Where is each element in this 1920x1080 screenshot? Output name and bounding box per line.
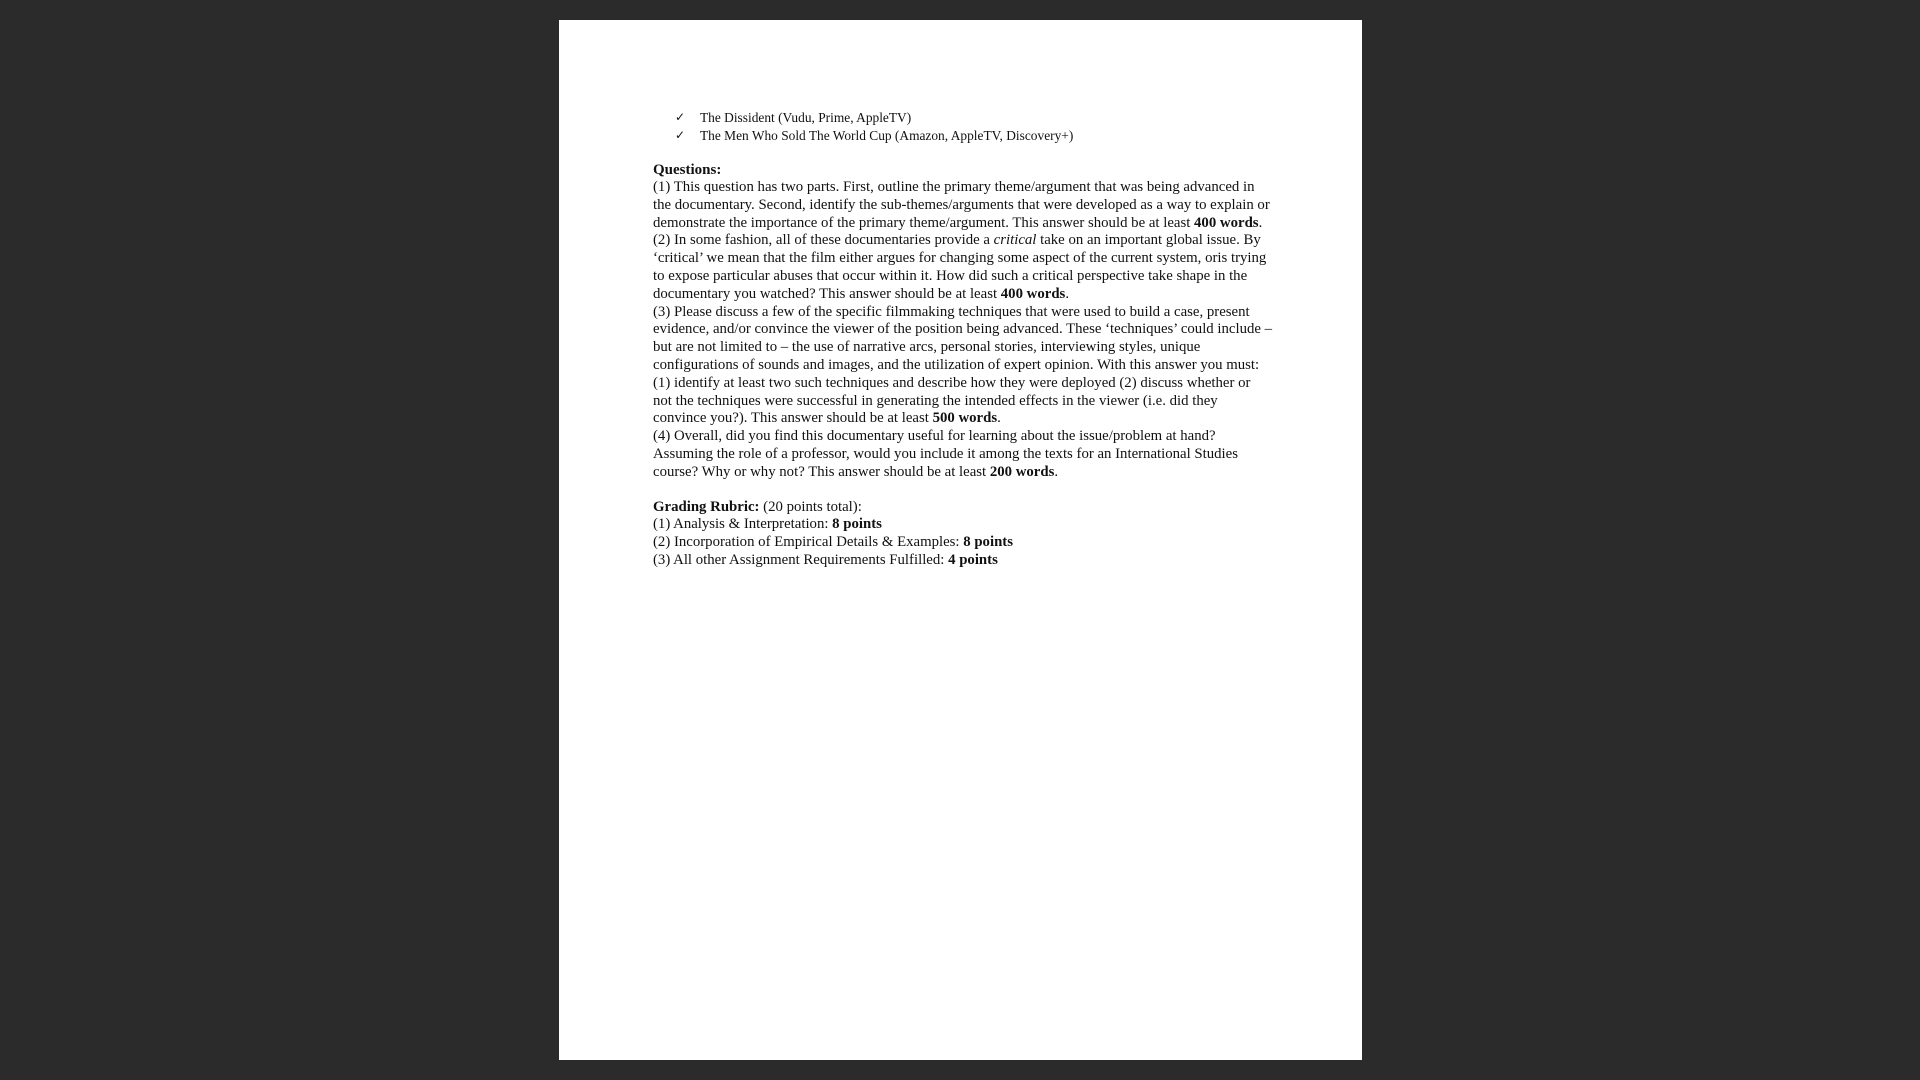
- page-content: [653, 109, 1273, 570]
- question-4: [653, 428, 1273, 481]
- question-2: [653, 232, 1273, 303]
- question-text: take on an important global issue. By ‘critical’ we mean that the film either argues for changing some aspect of the current system, oris trying to expose particular abuses that occur within it. How did such a critical perspective take shape in the documentary you watched? This answer should be at least: [653, 232, 1267, 302]
- rubric-points: 8 points: [832, 516, 882, 533]
- italic-word: critical: [993, 232, 1037, 249]
- rubric-heading-line: [653, 499, 1273, 517]
- question-end: .: [1065, 285, 1070, 302]
- questions-heading: Questions:: [653, 162, 722, 178]
- word-count: 200 words: [989, 463, 1055, 480]
- check-icon: ✓: [675, 127, 686, 142]
- question-text: This question has two parts. First, outline the primary theme/argument that was being advanced in the documentary. Second, identify the sub-themes/arguments that were developed as a way to explain or demonstrate the importance of the primary theme/argument. This answer should be at least: [653, 179, 1270, 231]
- word-count: 400 words: [1000, 285, 1066, 302]
- grading-rubric: [653, 499, 1273, 570]
- rubric-total: (20 points total):: [763, 498, 862, 515]
- question-end: .: [1054, 463, 1059, 480]
- list-item: [653, 127, 1273, 145]
- question-number: (2): [653, 232, 671, 249]
- list-item: [653, 109, 1273, 127]
- question-text: Overall, did you find this documentary useful for learning about the issue/problem at hand? Assuming the role of a professor, would you include it among the texts for an International Studies course? Why or why not? This answer should be at least: [653, 428, 1238, 480]
- document-page: [559, 20, 1362, 1060]
- question-end: .: [1258, 214, 1263, 231]
- rubric-heading: Grading Rubric:: [653, 498, 760, 515]
- question-text: In some fashion, all of these documentaries provide a: [673, 232, 990, 249]
- rubric-points: 4 points: [948, 551, 998, 568]
- film-title: The Men Who Sold The World Cup (Amazon, AppleTV, Discovery+): [700, 127, 1074, 143]
- question-1: [653, 179, 1273, 232]
- rubric-label: (2) Incorporation of Empirical Details & Examples:: [653, 534, 960, 551]
- rubric-points: 8 points: [963, 534, 1013, 551]
- question-number: (1): [653, 179, 671, 195]
- rubric-label: (1) Analysis & Interpretation:: [653, 516, 829, 533]
- question-3: [653, 304, 1273, 429]
- film-title: The Dissident (Vudu, Prime, AppleTV): [700, 110, 912, 125]
- check-icon: ✓: [675, 110, 686, 124]
- word-count: 500 words: [932, 410, 998, 427]
- rubric-item: [653, 552, 1273, 570]
- rubric-label: (3) All other Assignment Requirements Fulfilled:: [653, 551, 945, 568]
- question-text: Please discuss a few of the specific filmmaking techniques that were used to build a case, present evidence, and/or convince the viewer of the position being advanced. These ‘techniques’ could include – but are not limited to – the use of narrative arcs, personal stories, interviewing styles, unique configurations of sounds and images, and the utilization of expert opinion. With this answer you must: (1) identify at least two such techniques and describe how they were deployed (2) discuss whether or not the techniques were successful in generating the intended effects in the viewer (i.e. did they convince you?). This answer should be at least: [653, 303, 1273, 427]
- film-list: [653, 109, 1273, 144]
- question-number: (4): [653, 428, 671, 445]
- question-end: .: [997, 410, 1001, 427]
- rubric-item: [653, 516, 1273, 534]
- question-number: (3): [653, 303, 671, 320]
- word-count: 400 words: [1194, 214, 1259, 231]
- rubric-item: [653, 534, 1273, 552]
